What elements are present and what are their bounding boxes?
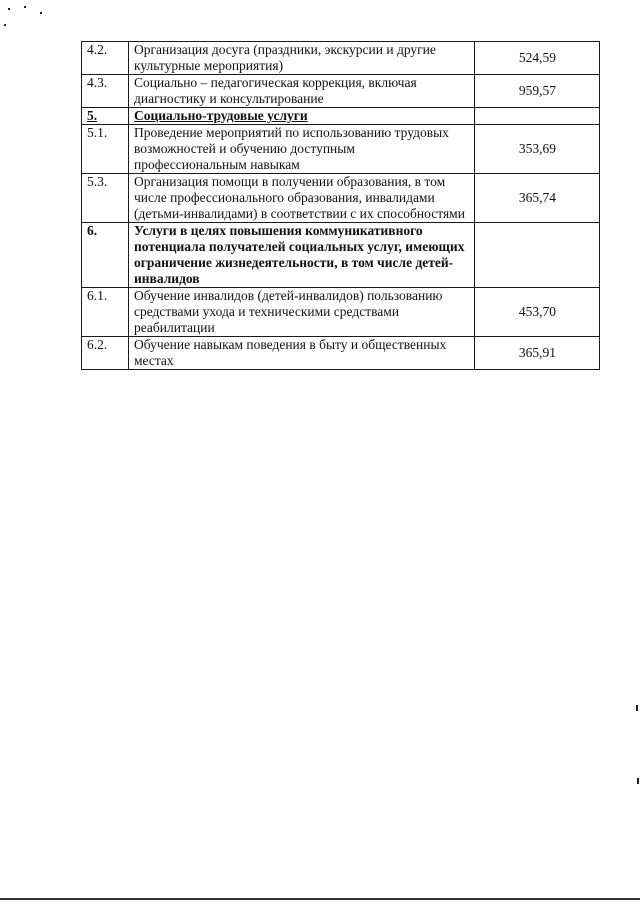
table-row (82, 125, 600, 174)
service-price: 353,69 (475, 125, 600, 174)
row-number: 5.3. (82, 174, 129, 223)
service-price: 453,70 (475, 288, 600, 337)
scan-speck (8, 8, 10, 10)
section-number: 5. (82, 108, 129, 125)
table-row (82, 337, 600, 370)
service-price: 524,59 (475, 42, 600, 75)
table-row (82, 75, 600, 108)
table-row (82, 174, 600, 223)
scan-speck (4, 24, 6, 26)
table-row (82, 288, 600, 337)
service-price: 365,74 (475, 174, 600, 223)
scan-speck (636, 705, 638, 711)
section-header-row (82, 223, 600, 288)
service-name: Организация досуга (праздники, экскурсии и другие культурные мероприятия) (129, 42, 475, 75)
section-price-empty (475, 108, 600, 125)
row-number: 4.2. (82, 42, 129, 75)
row-number: 6.2. (82, 337, 129, 370)
section-price-empty (475, 223, 600, 288)
service-name: Социально – педагогическая коррекция, включая диагностику и консультирование (129, 75, 475, 108)
section-number: 6. (82, 223, 129, 288)
section-header-row (82, 108, 600, 125)
service-name: Проведение мероприятий по использованию трудовых возможностей и обучению доступным профессиональным навыкам (129, 125, 475, 174)
service-name: Обучение навыкам поведения в быту и общественных местах (129, 337, 475, 370)
row-number: 4.3. (82, 75, 129, 108)
table-row (82, 42, 600, 75)
service-price: 959,57 (475, 75, 600, 108)
section-title: Социально-трудовые услуги (129, 108, 475, 125)
scan-speck (40, 12, 42, 14)
scan-speck (637, 778, 639, 784)
scan-bottom-edge (0, 898, 640, 900)
row-number: 5.1. (82, 125, 129, 174)
service-price: 365,91 (475, 337, 600, 370)
row-number: 6.1. (82, 288, 129, 337)
section-title: Услуги в целях повышения коммуникативного потенциала получателей социальных услуг, имеющих ограничение жизнедеятельности, в том числе детей-инвалидов (129, 223, 475, 288)
services-price-table (81, 41, 600, 370)
scan-speck (24, 6, 26, 8)
service-name: Организация помощи в получении образования, в том числе профессионального образования, инвалидами (детьми-инвалидами) в соответствии с их способностями (129, 174, 475, 223)
service-name: Обучение инвалидов (детей-инвалидов) пользованию средствами ухода и техническими средствами реабилитации (129, 288, 475, 337)
